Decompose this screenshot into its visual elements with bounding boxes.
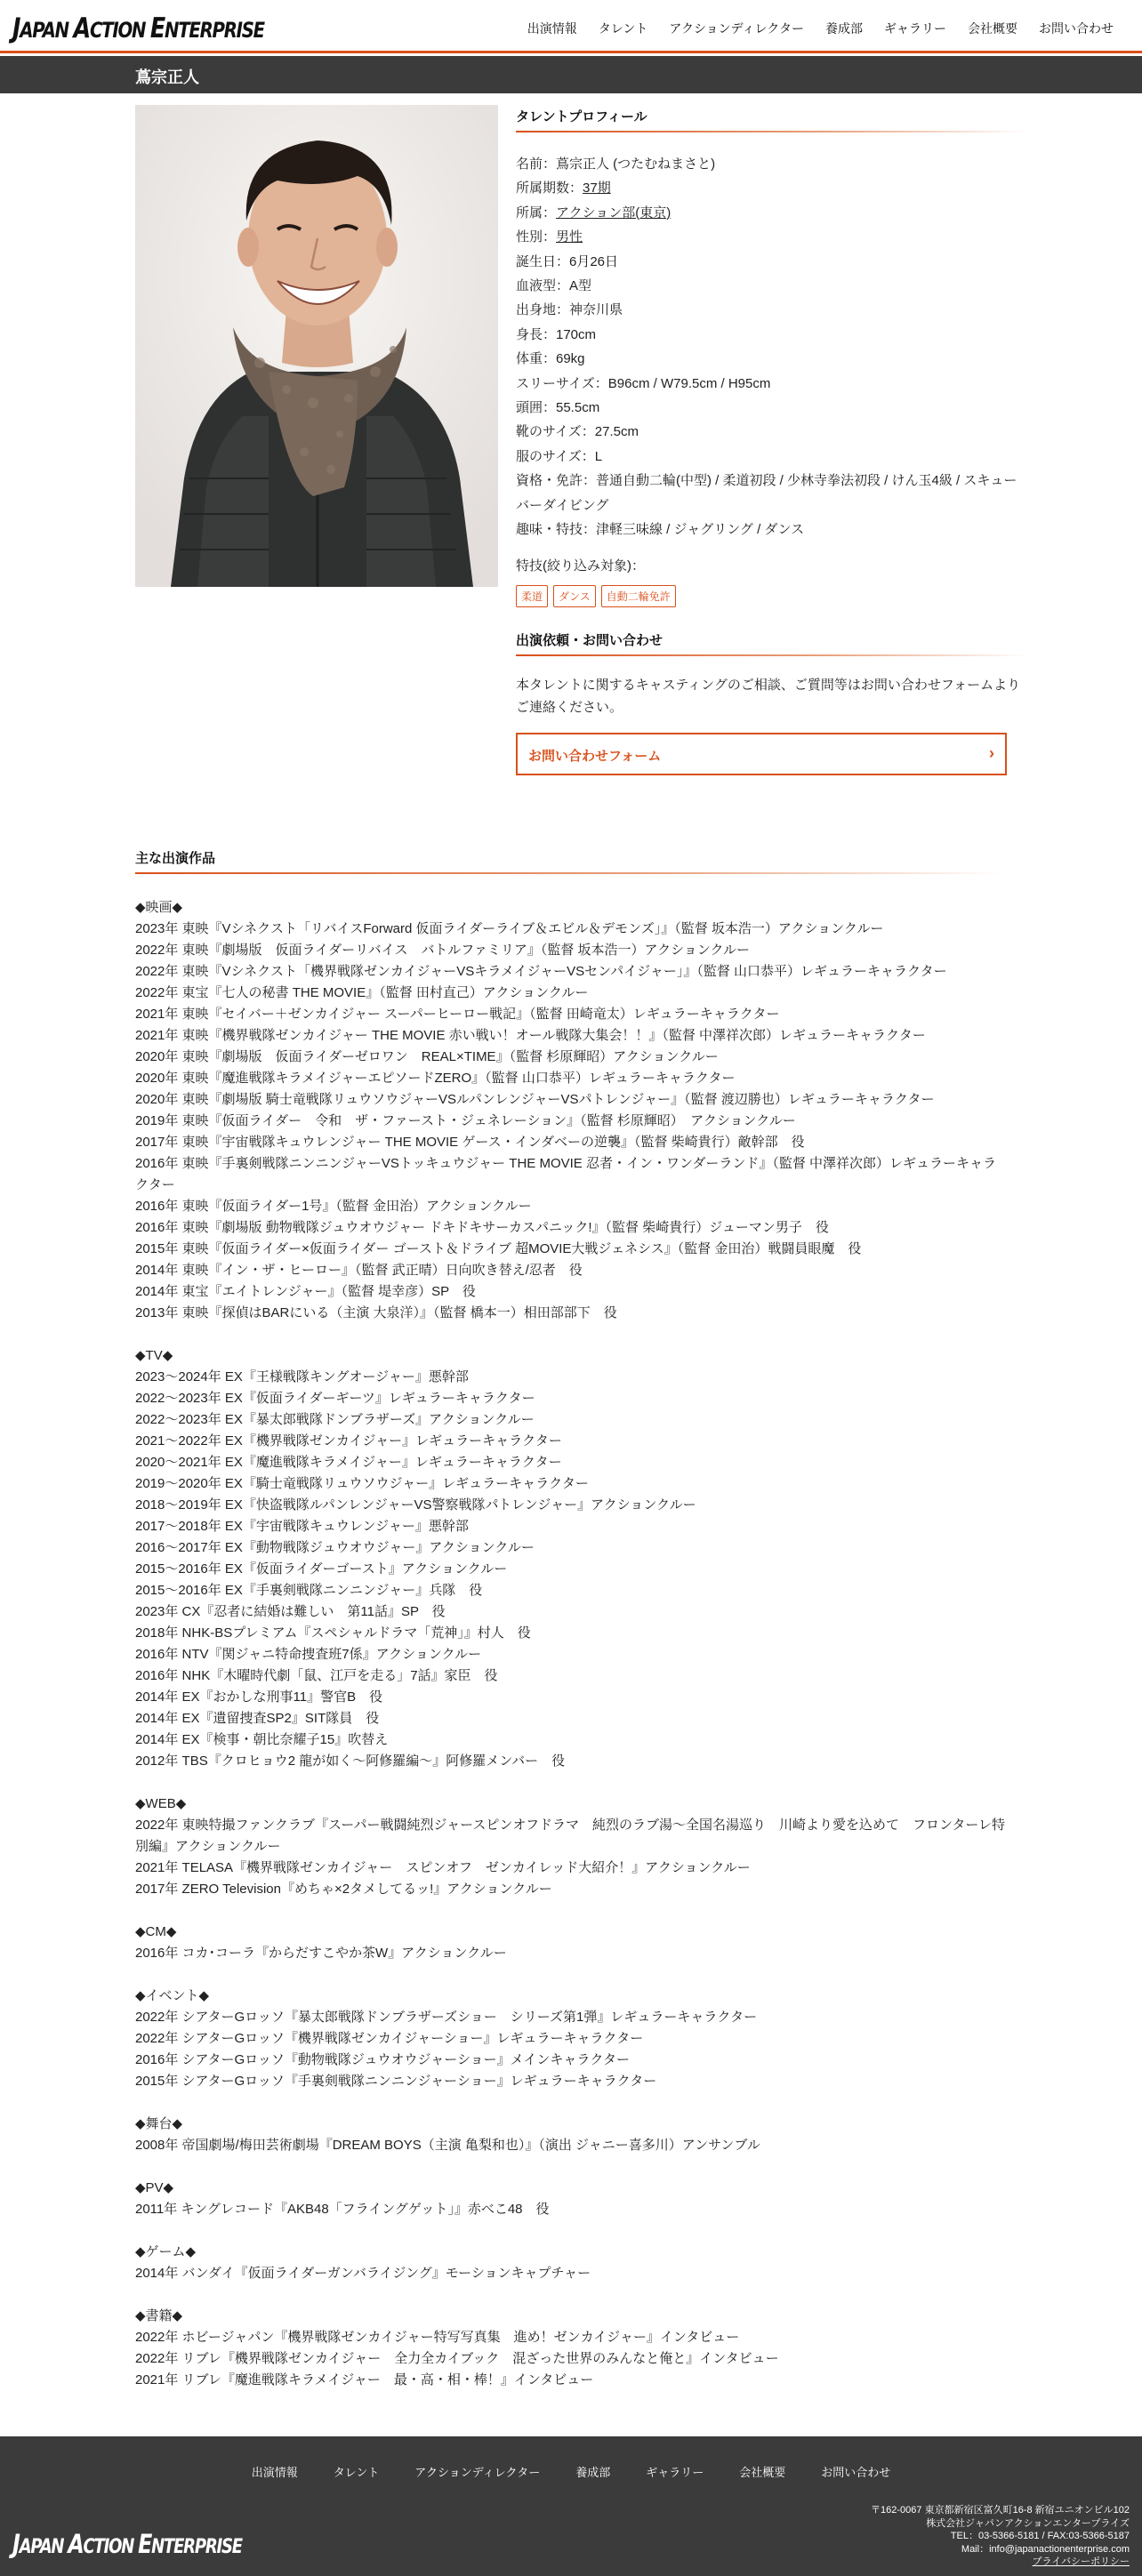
profile-gender [516,225,1028,249]
nav-item-company[interactable]: 会社概要 [968,21,1017,36]
list-item: 2014年 EX『おかしな刑事11』警官B 役 [135,1689,383,1705]
list-item: 2023年 CX『忍者に結婚は難しい 第11話』SP 役 [135,1604,446,1619]
profile-head: 頭囲：55.5cm [516,400,600,416]
profile-section-title: タレントプロフィール [516,105,1028,132]
list-item: 2016〜2017年 EX『動物戦隊ジュウオウジャー』アクションクルー [135,1540,535,1555]
logo-letter: A [68,2529,84,2559]
footer-nav-action-director[interactable]: アクションディレクター [414,2466,541,2479]
logo-word: CTION [89,18,150,43]
profile-birthday: 誕生日：6月26日 [516,253,619,269]
list-item: 2020年 東映『劇場版 騎士竜戦隊リュウソウジャーVSルパンレンジャーVSパトレンジャー』（監督 渡辺勝也）レギュラーキャラクター [135,1092,935,1107]
category-heading: ◆書籍◆ [135,2308,183,2323]
contact-section-title: 出演依頼・お問い合わせ [516,629,1028,656]
works-section-title: 主な出演作品 [135,847,1003,874]
footer-nav-gallery[interactable]: ギャラリー [646,2466,704,2479]
tag-list [516,585,1028,607]
list-item: 2022年 ホビージャパン『機界戦隊ゼンカイジャー特写写真集 進め！ゼンカイジャー』インタビュー [135,2330,740,2345]
footer-mail: Mail：info@japanactionenterprise.com [961,2543,1130,2555]
category-heading: ◆PV◆ [135,2180,174,2195]
category-heading: ◆WEB◆ [135,1796,187,1811]
list-item: 2022〜2023年 EX『暴太郎戦隊ドンブラザーズ』アクションクルー [135,1412,535,1427]
list-item: 2011年 キングレコード『AKB48「フライングゲット」』赤べこ48 役 [135,2202,550,2217]
works-category-movie [135,897,1007,1324]
logo-word: APAN [20,18,74,43]
footer-company: 株式会社ジャパンアクションエンタープライズ [926,2517,1130,2529]
talent-photo [135,105,498,587]
footer-nav-appearance[interactable]: 出演情報 [251,2466,298,2479]
category-heading: ◆TV◆ [135,1348,173,1363]
footer-address [871,2504,1130,2569]
tags-label: 特技(絞り込み対象)： [516,558,645,574]
works-category-tv [135,1345,1007,1772]
works-category-web [135,1794,1007,1900]
tag-judo[interactable]: 柔道 [516,585,548,607]
list-item: 2014年 東宝『エイトレンジャー』（監督 堤幸彦）SP 役 [135,1284,476,1299]
list-item: 2018〜2019年 EX『快盗戦隊ルパンレンジャーVS警察戦隊パトレンジャー』アクションクルー [135,1497,696,1513]
contact-text: 本タレントに関するキャスティングのご相談、ご質問等はお問い合わせフォームよりご連絡ください。 [516,677,1021,715]
works-list [135,897,1007,2391]
list-item: 2022年 東宝『七人の秘書 THE MOVIE』（監督 田村直己）アクションクルー [135,985,589,1000]
profile-term-label: 所属期数： [516,181,583,197]
chevron-right-icon: › [989,743,994,762]
category-heading: ◆映画◆ [135,900,183,915]
profile-org [516,201,1028,225]
nav-item-appearance[interactable]: 出演情報 [527,21,577,36]
list-item: 2014年 東映『イン・ザ・ヒーロー』（監督 武正晴）日向吹き替え/忍者 役 [135,1263,583,1278]
footer-logo[interactable] [12,2529,242,2559]
tag-dance[interactable]: ダンス [553,585,596,607]
profile-term [516,176,1028,200]
list-item: 2015年 東映『仮面ライダー×仮面ライダー ゴースト＆ドライブ 超MOVIE大戦ジェネシス』（監督 金田治）戦闘員眼魔 役 [135,1241,862,1256]
logo-letter: J [12,2529,20,2559]
list-item: 2022年 リブレ『機界戦隊ゼンカイジャー 全力全カイブック 混ざった世界のみんなと俺と』インタビュー [135,2351,779,2366]
list-item: 2016年 東映『手裏剣戦隊ニンニンジャーVSトッキュウジャー THE MOVIE 忍者・イン・ワンダーランド』（監督 中澤祥次郎）レギュラーキャラクター [135,1156,997,1192]
profile-height: 身長：170cm [516,326,597,342]
profile-blood: 血液型：A型 [516,278,592,294]
main-nav [517,18,1124,39]
footer-nav [0,2463,1142,2480]
logo-letter: A [73,12,90,44]
list-item: 2020〜2021年 EX『魔進戦隊キラメイジャー』レギュラーキャラクター [135,1455,562,1470]
list-item: 2022年 シアターGロッソ『機界戦隊ゼンカイジャーショー』レギュラーキャラクター [135,2031,644,2046]
profile-hobby: 趣味・特技：津軽三味線 / ジャグリング / ダンス [516,522,805,538]
site-logo[interactable] [12,12,264,44]
nav-item-talent[interactable]: タレント [598,21,648,36]
talent-photo-illustration [135,105,498,587]
category-heading: ◆CM◆ [135,1924,177,1939]
profile-term-link[interactable]: 37期 [583,181,611,197]
list-item: 2016年 コカ･コーラ『からだすこやか茶W』アクションクルー [135,1946,507,1961]
category-heading: ◆イベント◆ [135,1988,210,2003]
list-item: 2019年 東映『仮面ライダー 令和 ザ・ファースト・ジェネレーション』（監督 杉原輝昭） アクションクルー [135,1113,796,1128]
list-item: 2014年 バンダイ『仮面ライダーガンバライジング』モーションキャプチャー [135,2266,591,2281]
category-heading: ◆舞台◆ [135,2116,183,2131]
profile-list [516,152,1028,542]
footer-nav-contact[interactable]: お問い合わせ [821,2466,891,2479]
logo-word: NTERPRISE [151,2536,242,2558]
profile-gender-label: 性別： [516,229,557,245]
nav-item-contact[interactable]: お問い合わせ [1039,21,1114,36]
list-item: 2020年 東映『劇場版 仮面ライダーゼロワン REAL×TIME』（監督 杉原輝昭）アクションクルー [135,1049,719,1064]
works-category-stage [135,2114,1007,2156]
list-item: 2018年 NHK-BSプレミアム『スペシャルドラマ「荒神」』村人 役 [135,1625,531,1641]
profile-clothes: 服のサイズ：L [516,448,603,464]
footer-nav-talent[interactable]: タレント [333,2466,380,2479]
list-item: 2021〜2022年 EX『機界戦隊ゼンカイジャー』レギュラーキャラクター [135,1433,562,1448]
list-item: 2016年 NTV『関ジャニ特命捜査班7係』アクションクルー [135,1647,482,1662]
list-item: 2020年 東映『魔進戦隊キラメイジャーエピソードZERO』（監督 山口恭平）レギュラーキャラクター [135,1071,736,1086]
privacy-policy-link[interactable]: プライバシーポリシー [1032,2556,1130,2567]
list-item: 2016年 シアターGロッソ『動物戦隊ジュウオウジャーショー』メインキャラクター [135,2052,631,2067]
profile-shoe: 靴のサイズ：27.5cm [516,424,639,440]
logo-word: NTERPRISE [164,18,264,43]
list-item: 2019〜2020年 EX『騎士竜戦隊リュウソウジャー』レギュラーキャラクター [135,1476,589,1491]
list-item: 2016年 東映『劇場版 動物戦隊ジュウオウジャー ドキドキサーカスパニック!』（監督 柴崎貴行）ジューマン男子 役 [135,1220,829,1235]
list-item: 2021年 リブレ『魔進戦隊キラメイジャー 最・高・相・棒！』インタビュー [135,2372,594,2387]
list-item: 2015〜2016年 EX『仮面ライダーゴースト』アクションクルー [135,1561,508,1577]
list-item: 2016年 NHK『木曜時代劇「鼠、江戸を走る」7話』家臣 役 [135,1668,498,1683]
list-item: 2021年 東映『機界戦隊ゼンカイジャー THE MOVIE 赤い戦い！オール戦隊大集会！！』（監督 中澤祥次郎）レギュラーキャラクター [135,1028,926,1043]
list-item: 2014年 EX『遺留捜査SP2』SIT隊員 役 [135,1711,380,1726]
list-item: 2013年 東映『探偵はBARにいる（主演 大泉洋）』（監督 橋本一）相田部部下 役 [135,1305,617,1320]
profile-gender-link[interactable]: 男性 [556,229,583,245]
works-category-event [135,1986,1007,2092]
logo-word: APAN [19,2536,68,2558]
title-bar [0,56,1142,93]
contact-form-button-label: お問い合わせフォーム [528,748,662,764]
footer-address-line: 〒162-0067 東京都新宿区富久町16-8 新宿ユニオンビル102 [871,2505,1130,2516]
logo-word: CTION [83,2536,139,2558]
footer-tel: TEL：03-5366-5181 / FAX:03-5366-5187 [950,2531,1130,2541]
tag-motorcycle-license[interactable]: 自動二輪免許 [601,585,676,607]
profile-name: 名前：蔦宗正人 (つたむねまさと) [516,156,716,172]
list-item: 2017〜2018年 EX『宇宙戦隊キュウレンジャー』悪幹部 [135,1519,469,1534]
list-item: 2021年 TELASA『機界戦隊ゼンカイジャー スピンオフ ゼンカイレッド大紹介！』アクションクルー [135,1860,751,1875]
logo-letter: J [12,12,20,44]
contact-form-button[interactable] [516,733,1007,775]
works-category-pv [135,2178,1007,2220]
list-item: 2023年 東映『Vシネクスト「リバイスForward 仮面ライダーライブ＆エビル＆デモンズ」』（監督 坂本浩一）アクションクルー [135,921,884,936]
profile-birthplace: 出身地：神奈川県 [516,302,623,318]
profile-org-link[interactable]: アクション部(東京) [556,205,672,221]
list-item: 2022年 東映『劇場版 仮面ライダーリバイス バトルファミリア』（監督 坂本浩一）アクションクルー [135,943,751,958]
logo-letter: E [138,2529,152,2559]
list-item: 2014年 EX『検事・朝比奈耀子15』吹替え [135,1732,389,1747]
site-header [0,0,1142,53]
works-section [135,847,1007,2412]
list-item: 2012年 TBS『クロヒョウ2 龍が如く〜阿修羅編〜』阿修羅メンバー 役 [135,1753,566,1769]
profile-org-label: 所属： [516,205,557,221]
list-item: 2022年 シアターGロッソ『暴太郎戦隊ドンブラザーズショー シリーズ第1弾』レギュラーキャラクター [135,2010,758,2025]
page-title: 蔦宗正人 [135,68,199,86]
site-footer [0,2436,1142,2576]
list-item: 2017年 東映『宇宙戦隊キュウレンジャー THE MOVIE ゲース・インダベーの逆襲』（監督 柴崎貴行）敵幹部 役 [135,1135,805,1150]
list-item: 2023〜2024年 EX『王様戦隊キングオージャー』悪幹部 [135,1369,469,1384]
list-item: 2021年 東映『セイバー＋ゼンカイジャー スーパーヒーロー戦記』（監督 田崎竜太）レギュラーキャラクター [135,1007,780,1022]
list-item: 2017年 ZERO Television『めちゃ×2タメしてるッ!』アクションクルー [135,1882,552,1897]
works-category-game [135,2242,1007,2284]
works-category-cm [135,1922,1007,1964]
profile-weight: 体重：69kg [516,351,585,367]
list-item: 2015〜2016年 EX『手裏剣戦隊ニンニンジャー』兵隊 役 [135,1583,483,1598]
list-item: 2016年 東映『仮面ライダー1号』（監督 金田治）アクションクルー [135,1199,532,1214]
profile-three-size: スリーサイズ：B96cm / W79.5cm / H95cm [516,375,771,391]
list-item: 2022年 東映『Vシネクスト「機界戦隊ゼンカイジャーVSキラメイジャーVSセンパイジャー」』（監督 山口恭平）レギュラーキャラクター [135,964,947,979]
nav-item-gallery[interactable]: ギャラリー [884,21,946,36]
list-item: 2015年 シアターGロッソ『手裏剣戦隊ニンニンジャーショー』レギュラーキャラクター [135,2074,657,2089]
nav-item-action-director[interactable]: アクションディレクター [669,21,804,36]
works-category-book [135,2306,1007,2391]
profile-section [516,105,1028,775]
list-item: 2008年 帝国劇場/梅田芸術劇場『DREAM BOYS（主演 亀梨和也）』（演出 ジャニー喜多川）アンサンブル [135,2138,760,2153]
nav-item-training[interactable]: 養成部 [825,21,863,36]
footer-nav-company[interactable]: 会社概要 [739,2466,786,2479]
category-heading: ◆ゲーム◆ [135,2244,197,2259]
footer-nav-training[interactable]: 養成部 [575,2466,611,2479]
profile-qualification: 資格・免許：普通自動二輪(中型) / 柔道初段 / 少林寺拳法初段 / けん玉4級 / スキューバーダイビング [516,473,1017,513]
list-item: 2022〜2023年 EX『仮面ライダーギーツ』レギュラーキャラクター [135,1391,535,1406]
logo-letter: E [149,12,165,44]
list-item: 2022年 東映特撮ファンクラブ『スーパー戦闘純烈ジャースピンオフドラマ 純烈のラブ湯〜全国名湯巡り 川崎より愛を込めて フロンターレ特別編』アクションクルー [135,1818,1006,1854]
